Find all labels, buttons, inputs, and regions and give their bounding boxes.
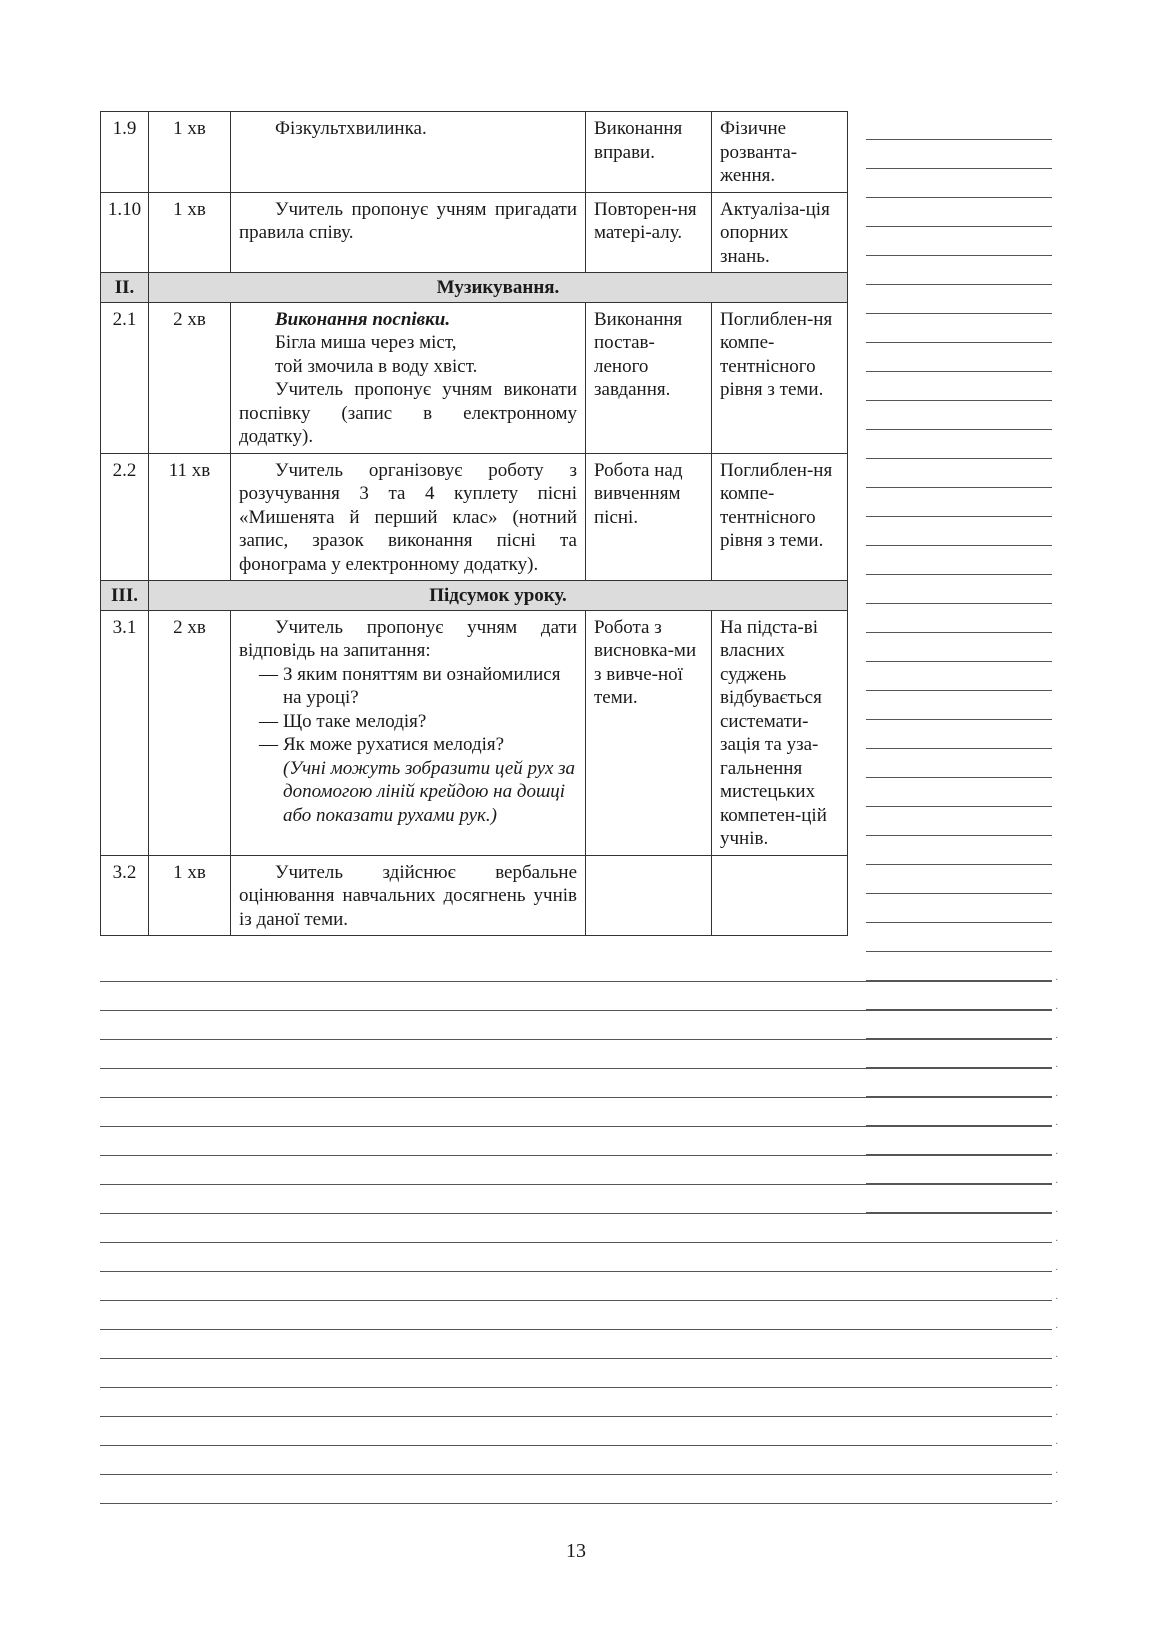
note-line [866, 778, 1052, 807]
note-line [866, 459, 1052, 488]
note-line [866, 343, 1052, 372]
table-row [101, 112, 848, 193]
note-line [100, 1069, 1052, 1098]
row-goal: Поглиблен-ня компе-тентнісного рівня з теми. [712, 453, 848, 581]
note-line [866, 372, 1052, 401]
note-line [866, 691, 1052, 720]
note-line [866, 488, 1052, 517]
note-line [100, 982, 1052, 1011]
note-line [100, 1214, 1052, 1243]
description-text: Учитель пропонує учням дати відповідь на запитання: [239, 616, 577, 661]
row-goal: На підста-ві власних суджень відбувається системати-зація та уза-гальнення мистецьких компетен-цій учнів. [712, 610, 848, 855]
note-line [866, 720, 1052, 749]
note-line [866, 546, 1052, 575]
row-description [231, 112, 586, 193]
row-description [231, 855, 586, 936]
description-text: Учитель організовує роботу з розучування 3 та 4 куплету пісні «Мишенята й перший клас» (нотний запис, зразок виконання пісні та фонограма у електронному додатку). [239, 459, 577, 575]
description-text: Учитель пропонує учням пригадати правила співу. [239, 198, 577, 243]
note-line [100, 1156, 1052, 1185]
row-duration: 1 хв [149, 192, 231, 273]
note-line [866, 169, 1052, 198]
description-text: Фізкультхвилинка. [275, 118, 427, 139]
table-row [101, 453, 848, 581]
table-row [101, 610, 848, 855]
note-line [100, 1185, 1052, 1214]
note-line [866, 227, 1052, 256]
row-number: 3.1 [101, 610, 149, 855]
row-goal [712, 855, 848, 936]
bottom-note-lines [100, 953, 1052, 1504]
row-description [231, 610, 586, 855]
row-duration: 1 хв [149, 112, 231, 193]
row-activity [586, 855, 712, 936]
section-title: Підсумок уроку. [149, 581, 848, 611]
row-duration: 1 хв [149, 855, 231, 936]
note-line [866, 604, 1052, 633]
note-line [866, 894, 1052, 923]
note-line [100, 1359, 1052, 1388]
note-line [866, 807, 1052, 836]
table-row [101, 855, 848, 936]
note-line [866, 865, 1052, 894]
question-item: — Що таке мелодія? [259, 710, 577, 734]
section-header-row [101, 581, 848, 611]
note-line [866, 517, 1052, 546]
note-line [100, 1011, 1052, 1040]
row-number: 2.2 [101, 453, 149, 581]
row-activity: Виконання вправи. [586, 112, 712, 193]
page-number: 13 [566, 1540, 586, 1562]
note-line [866, 836, 1052, 865]
note-line [866, 923, 1052, 952]
description-text: Учитель пропонує учням виконати поспівку (запис в електронному додатку). [239, 379, 577, 447]
note-line [866, 256, 1052, 285]
note-line [100, 1388, 1052, 1417]
note-line [866, 662, 1052, 691]
note-line [866, 140, 1052, 169]
note-line [866, 314, 1052, 343]
note-line [100, 1446, 1052, 1475]
row-duration: 2 хв [149, 302, 231, 453]
note-line [866, 575, 1052, 604]
italic-note: (Учні можуть зобразити цей рух за допомогою ліній крейдою на дошці або показати рухами рук.) [283, 757, 576, 826]
row-goal: Актуаліза-ція опорних знань. [712, 192, 848, 273]
table-row [101, 192, 848, 273]
note-line [100, 1330, 1052, 1359]
note-line [100, 1417, 1052, 1446]
section-number: III. [101, 581, 149, 611]
row-number: 3.2 [101, 855, 149, 936]
section-title: Музикування. [149, 273, 848, 303]
question-list [239, 663, 577, 757]
note-line [100, 1040, 1052, 1069]
note-line [100, 1272, 1052, 1301]
note-line [866, 749, 1052, 778]
row-duration: 11 хв [149, 453, 231, 581]
note-line [100, 953, 1052, 982]
note-line [866, 198, 1052, 227]
row-description [231, 192, 586, 273]
note-line [100, 1301, 1052, 1330]
section-header-row [101, 273, 848, 303]
row-activity: Робота з висновка-ми з вивче-ної теми. [586, 610, 712, 855]
note-line [100, 1475, 1052, 1504]
row-description [231, 453, 586, 581]
row-number: 2.1 [101, 302, 149, 453]
question-item: — Як може рухатися мелодія? [259, 733, 577, 757]
section-number: II. [101, 273, 149, 303]
question-item: — З яким поняттям ви ознайомилися на уроці? [259, 663, 577, 710]
row-number: 1.10 [101, 192, 149, 273]
row-activity: Робота над вивченням пісні. [586, 453, 712, 581]
note-line [866, 111, 1052, 140]
poem-line: той змочила в воду хвіст. [275, 355, 478, 377]
row-activity: Повторен-ня матері-алу. [586, 192, 712, 273]
note-line [866, 633, 1052, 662]
table-row [101, 302, 848, 453]
poem-line: Бігла миша через міст, [275, 332, 457, 353]
row-goal: Поглиблен-ня компе-тентнісного рівня з теми. [712, 302, 848, 453]
note-line [100, 1127, 1052, 1156]
note-line [866, 401, 1052, 430]
note-line [100, 1243, 1052, 1272]
activity-heading: Виконання поспівки. [275, 308, 451, 330]
row-activity: Виконання постав-леного завдання. [586, 302, 712, 453]
row-description [231, 302, 586, 453]
row-duration: 2 хв [149, 610, 231, 855]
row-goal: Фізичне розванта-ження. [712, 112, 848, 193]
lesson-plan-table [100, 111, 848, 936]
note-line [866, 430, 1052, 459]
note-line [100, 1098, 1052, 1127]
note-line [866, 285, 1052, 314]
description-text: Учитель здійснює вербальне оцінювання навчальних досягнень учнів із даної теми. [239, 861, 577, 930]
row-number: 1.9 [101, 112, 149, 193]
